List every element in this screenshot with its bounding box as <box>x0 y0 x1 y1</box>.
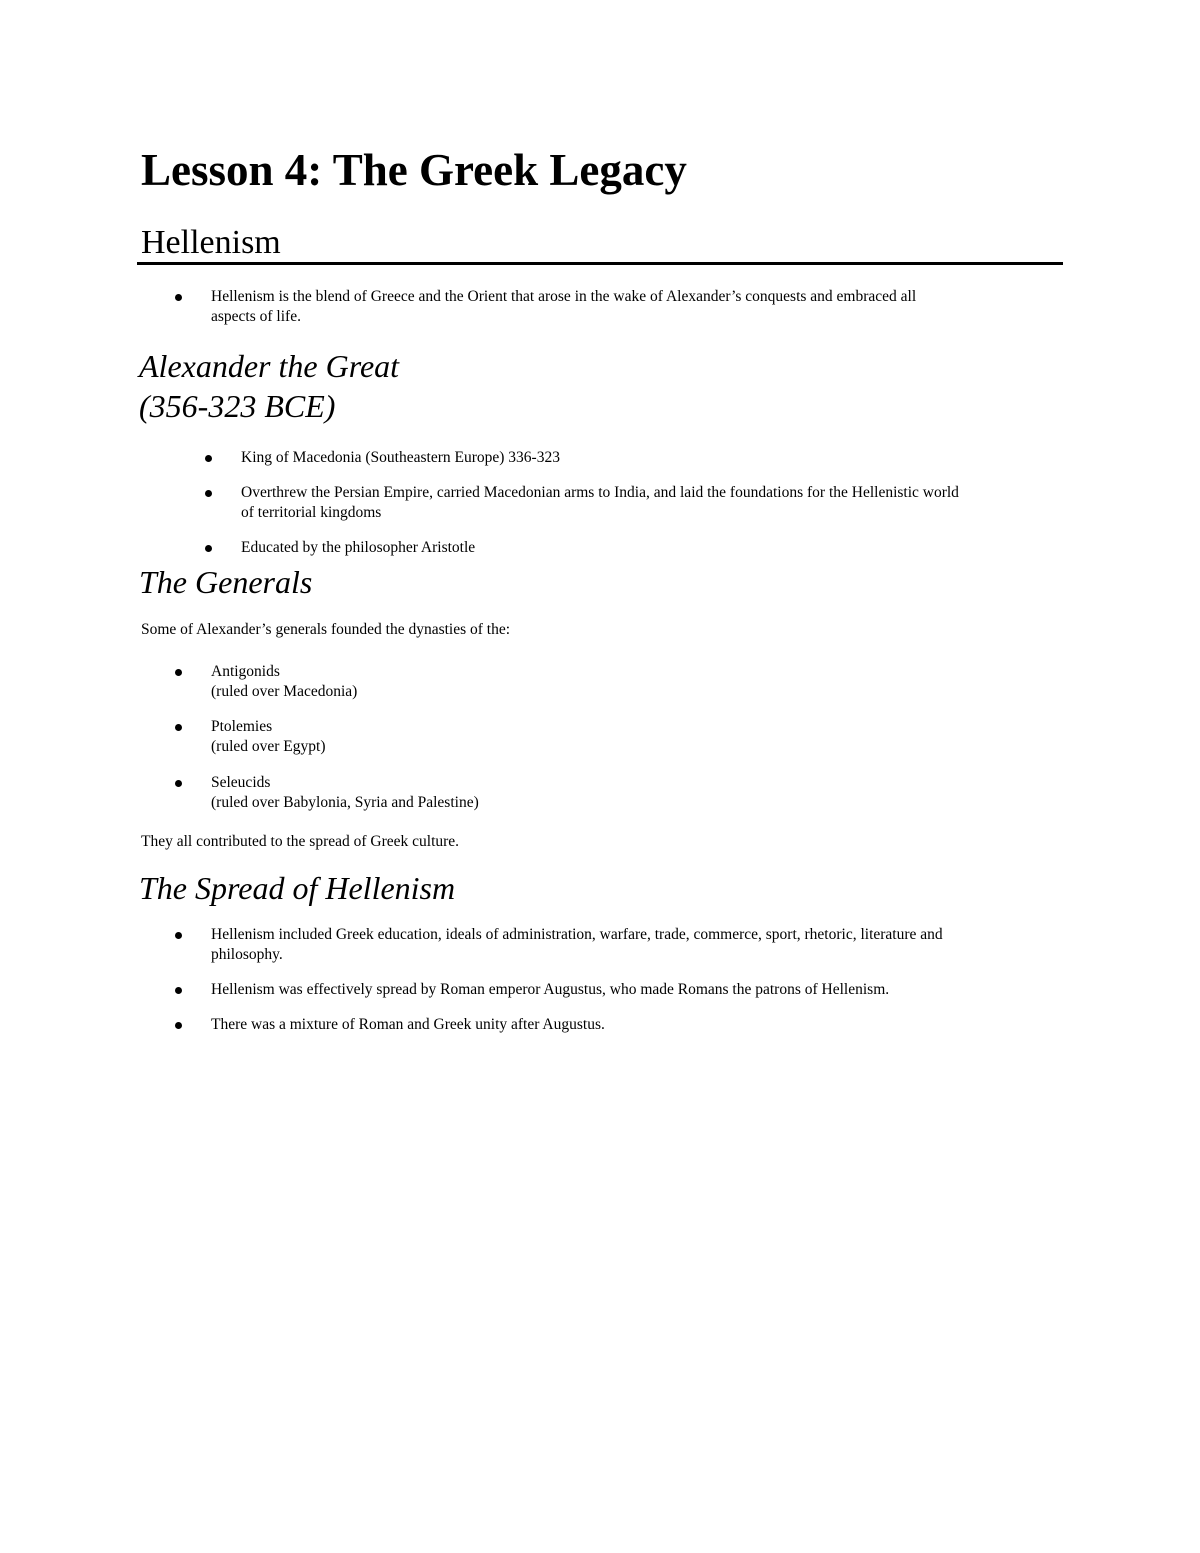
list-item-text: of territorial kingdoms <box>241 504 382 521</box>
heading-line: (356-323 BCE) <box>139 388 336 424</box>
dynasty-name: Seleucids <box>211 774 271 791</box>
bullet-icon <box>175 724 182 731</box>
section-conclusion: They all contributed to the spread of Greek culture. <box>141 833 460 850</box>
bullet-icon <box>205 455 212 462</box>
section-heading-spread: The Spread of Hellenism <box>139 870 456 906</box>
list-item-text: Overthrew the Persian Empire, carried Macedonian arms to India, and laid the foundations for the Hellenistic world <box>241 484 959 501</box>
dynasty-note: (ruled over Babylonia, Syria and Palestine) <box>211 794 479 811</box>
bullet-icon <box>175 1022 182 1029</box>
list-item-text: King of Macedonia (Southeastern Europe) 336-323 <box>241 449 560 466</box>
heading-line: Alexander the Great <box>139 348 400 384</box>
bullet-icon <box>175 932 182 939</box>
section-intro: Some of Alexander’s generals founded the dynasties of the: <box>141 621 511 638</box>
section-heading-alexander <box>139 346 399 426</box>
page-title: Lesson 4: The Greek Legacy <box>141 145 687 195</box>
list-item-text: aspects of life. <box>211 308 301 325</box>
bullet-icon <box>205 490 212 497</box>
bullet-icon <box>175 294 182 301</box>
bullet-icon <box>175 669 182 676</box>
list-item-text: Hellenism was effectively spread by Roman emperor Augustus, who made Romans the patrons of Hellenism. <box>211 981 890 998</box>
bullet-icon <box>175 780 182 787</box>
bullet-icon <box>175 987 182 994</box>
dynasty-name: Ptolemies <box>211 718 273 735</box>
list-item-text: Educated by the philosopher Aristotle <box>241 539 476 556</box>
dynasty-note: (ruled over Egypt) <box>211 738 326 755</box>
section-divider <box>137 262 1063 265</box>
list-item-text: There was a mixture of Roman and Greek unity after Augustus. <box>211 1016 605 1033</box>
list-item-text: Hellenism included Greek education, ideals of administration, warfare, trade, commerce, sport, rhetoric, literature and <box>211 926 943 943</box>
dynasty-name: Antigonids <box>211 663 280 680</box>
section-heading-hellenism: Hellenism <box>141 224 281 261</box>
bullet-icon <box>205 545 212 552</box>
list-item-text: Hellenism is the blend of Greece and the Orient that arose in the wake of Alexander’s conquests and embraced all <box>211 288 917 305</box>
dynasty-note: (ruled over Macedonia) <box>211 683 358 700</box>
list-item-text: philosophy. <box>211 946 283 963</box>
section-heading-generals: The Generals <box>139 564 313 600</box>
